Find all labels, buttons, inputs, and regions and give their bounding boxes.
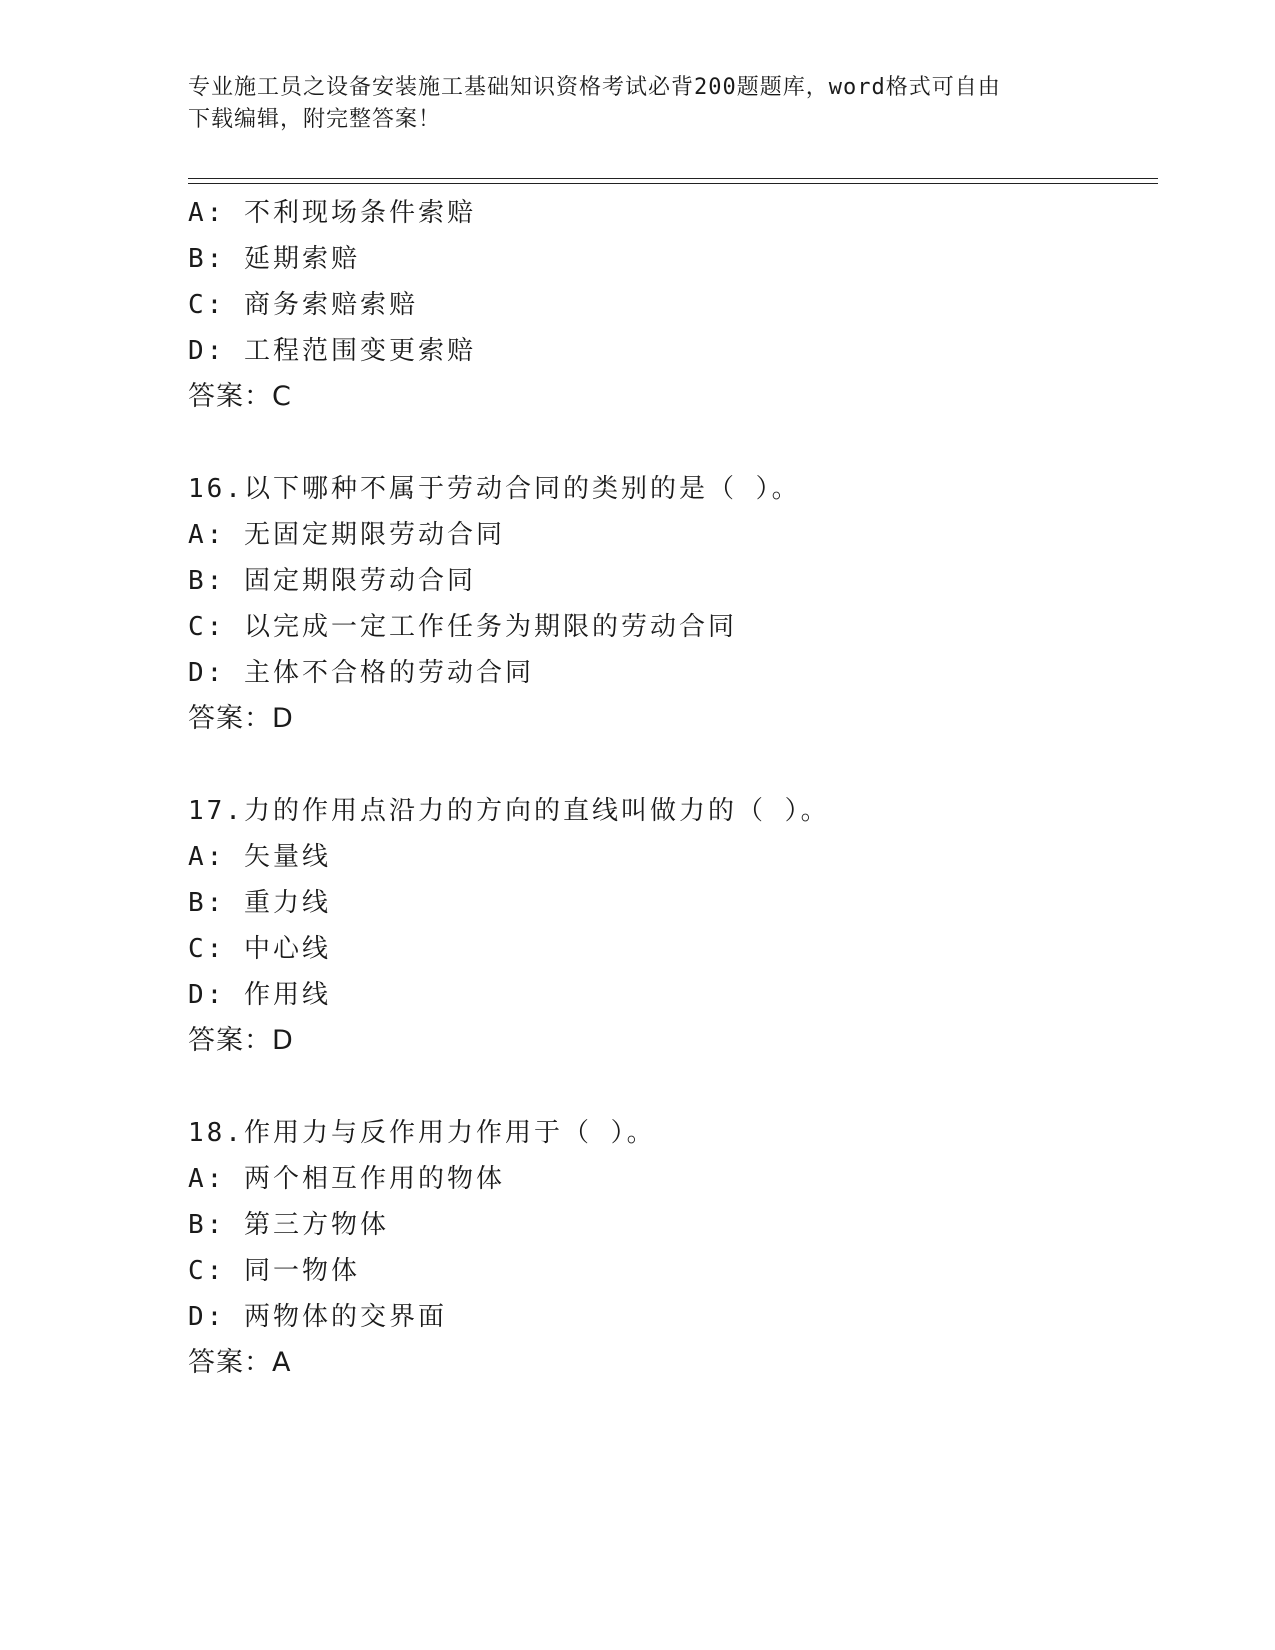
header-divider-bottom <box>188 183 1158 184</box>
question-15-block <box>188 190 1148 420</box>
question-16-block <box>188 466 1148 742</box>
option-c: C: 商务索赔索赔 <box>188 290 418 320</box>
option-d: D: 主体不合格的劳动合同 <box>188 658 534 688</box>
option-d: D: 两物体的交界面 <box>188 1302 447 1332</box>
option-d: D: 工程范围变更索赔 <box>188 336 476 366</box>
question-17-block <box>188 788 1148 1064</box>
question-18-block <box>188 1110 1148 1386</box>
option-c: C: 中心线 <box>188 934 331 964</box>
option-d: D: 作用线 <box>188 980 331 1010</box>
answer-line: 答案：A <box>188 1347 292 1378</box>
option-a: A: 两个相互作用的物体 <box>188 1164 505 1194</box>
spacer <box>188 420 1148 466</box>
question-text: 17.力的作用点沿力的方向的直线叫做力的（ ）。 <box>188 796 830 826</box>
option-b: B: 第三方物体 <box>188 1210 389 1240</box>
document-header <box>188 72 1088 136</box>
spacer <box>188 1064 1148 1110</box>
option-a: A: 不利现场条件索赔 <box>188 198 476 228</box>
answer-line: 答案：C <box>188 381 292 412</box>
option-a: A: 无固定期限劳动合同 <box>188 520 505 550</box>
option-b: B: 延期索赔 <box>188 244 360 274</box>
option-c: C: 以完成一定工作任务为期限的劳动合同 <box>188 612 737 642</box>
option-b: B: 重力线 <box>188 888 331 918</box>
question-list <box>188 190 1148 1386</box>
header-line-2: 下载编辑，附完整答案！ <box>188 107 442 132</box>
option-a: A: 矢量线 <box>188 842 331 872</box>
answer-line: 答案：D <box>188 1025 294 1056</box>
option-b: B: 固定期限劳动合同 <box>188 566 476 596</box>
spacer <box>188 742 1148 788</box>
answer-line: 答案：D <box>188 703 294 734</box>
header-divider-top <box>188 178 1158 179</box>
question-text: 18.作用力与反作用力作用于（ ）。 <box>188 1118 656 1148</box>
header-line-1: 专业施工员之设备安装施工基础知识资格考试必背200题题库，word格式可自由 <box>188 75 1001 100</box>
question-text: 16.以下哪种不属于劳动合同的类别的是（ ）。 <box>188 474 801 504</box>
option-c: C: 同一物体 <box>188 1256 360 1286</box>
